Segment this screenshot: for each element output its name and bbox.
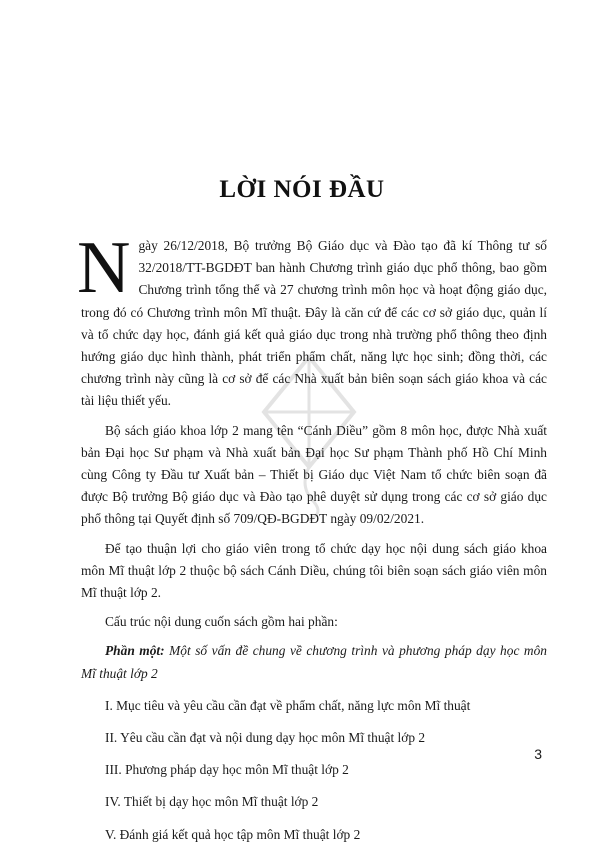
list-item: I. Mục tiêu và yêu cầu cần đạt về phẩm chất, năng lực môn Mĩ thuật: [105, 697, 471, 713]
paragraph-intro-text: gày 26/12/2018, Bộ trưởng Bộ Giáo dục và Đào tạo đã kí Thông tư số 32/2018/TT-BGDĐT ban hành Chương trình giáo dục phổ thông, bao gồm Chương trình tổng thể và 27 chương trình môn học và hoạt động giáo dục, trong đó có Chương trình môn Mĩ thuật. Đây là căn cứ để các cơ sở giáo dục, quản lí và tổ chức dạy học, đánh giá kết quả giáo dục trong nhà trường phổ thông theo định hướng giáo dục hình thành, phát triển phẩm chất, năng lực học sinh; đồng thời, các chương trình này cũng là cơ sở để các Nhà xuất bản biên soạn sách giáo khoa và các tài liệu thiết yếu.: [81, 238, 547, 409]
body-text: [77, 227, 547, 846]
paragraph-book-series: Bộ sách giáo khoa lớp 2 mang tên “Cánh Diều” gồm 8 môn học, được Nhà xuất bản Đại học Sư phạm và Nhà xuất bản Đại học Sư phạm Thành phố Hồ Chí Minh cùng Công ty Đầu tư Xuất bản – Thiết bị Giáo dục Việt Nam tổ chức biên soạn đã được Bộ trưởng Bộ giáo dục và Đào tạo phê duyệt sử dụng trong các cơ sở giáo dục phổ thông tại Quyết định số 709/QĐ-BGDĐT ngày 09/02/2021.: [81, 422, 547, 527]
page-number: 3: [534, 746, 542, 762]
list-item: IV. Thiết bị dạy học môn Mĩ thuật lớp 2: [105, 794, 319, 810]
part-one-lead: Phần một:: [105, 643, 165, 659]
part-one-text: Một số vấn đề chung về chương trình và phương pháp dạy học môn Mĩ thuật lớp 2: [81, 643, 547, 681]
drop-cap: N: [77, 227, 131, 309]
list-item: III. Phương pháp dạy học môn Mĩ thuật lớp 2: [105, 762, 349, 778]
paragraph-structure: Cấu trúc nội dung cuốn sách gồm hai phần:: [105, 614, 338, 630]
paragraph-intro: [77, 227, 547, 413]
list-item: V. Đánh giá kết quả học tập môn Mĩ thuật lớp 2: [105, 826, 361, 842]
paragraph-purpose: Để tạo thuận lợi cho giáo viên trong tổ chức dạy học nội dung sách giáo khoa môn Mĩ thuật lớp 2 thuộc bộ sách Cánh Diều, chúng tôi biên soạn sách giáo viên môn Mĩ thuật lớp 2.: [81, 540, 547, 601]
list-item: II. Yêu cầu cần đạt và nội dung dạy học môn Mĩ thuật lớp 2: [105, 730, 426, 746]
part-one-heading: [81, 640, 547, 684]
page-title: LỜI NÓI ĐẦU: [219, 176, 385, 203]
